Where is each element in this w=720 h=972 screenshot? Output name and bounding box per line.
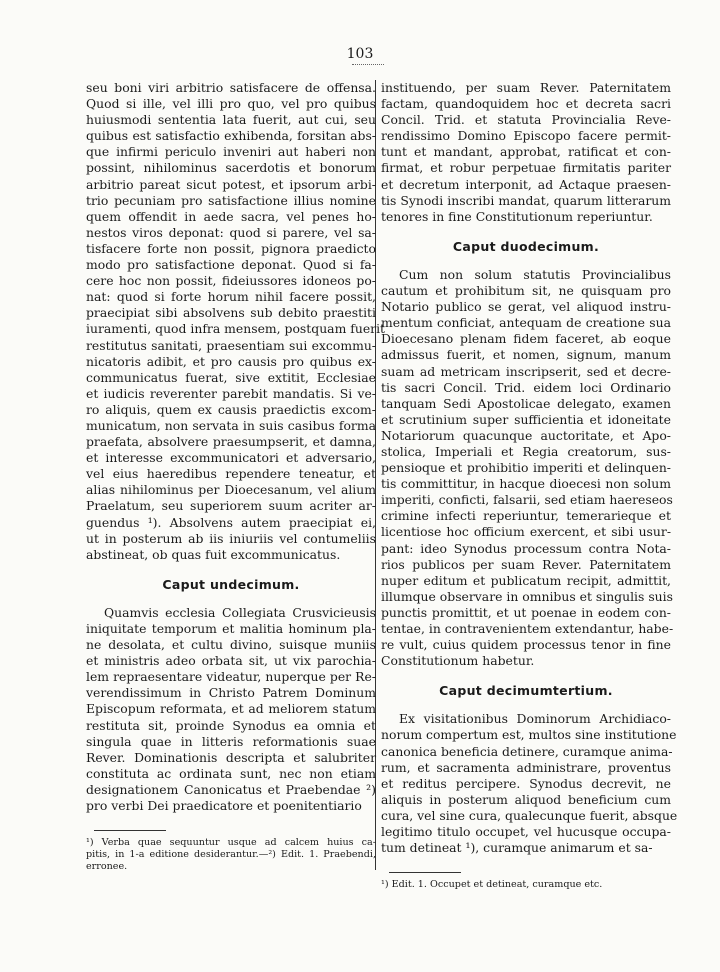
text-line: restitutus sanitati, praesentiam sui excommu- <box>86 337 376 353</box>
text-line: tis committitur, in hacque dioecesi non solum <box>381 476 671 492</box>
text-line: praefata, absolvere praesumpserit, et damna, <box>86 434 376 450</box>
right-paragraph-2 <box>381 266 674 669</box>
left-paragraph-1 <box>86 80 386 563</box>
text-line: norum compertum est, multos sine institutione <box>381 727 677 743</box>
text-line: tunt et mandant, approbat, ratificat et con- <box>381 144 671 160</box>
heading-caput-decimumtertium: Caput decimumtertium. <box>439 683 613 699</box>
text-line: municatum, non servata in suis casibus forma <box>86 417 376 433</box>
text-line: guendus ¹). Absolvens autem praecipiat ei, <box>86 514 376 530</box>
text-line: mentum conficiat, antequam de creatione sua <box>381 315 671 331</box>
text-line: tis Synodi inscribi mandat, quarum litterarum <box>381 192 671 208</box>
text-line: pro verbi Dei praedicatore et poenitentiario <box>86 798 362 814</box>
text-line: imperiti, conficti, falsarii, sed etiam haereseos <box>381 492 673 508</box>
text-line: Rever. Dominationis descripta et salubriter <box>86 749 376 765</box>
text-line: Episcopum reformata, et ad meliorem statum <box>86 701 376 717</box>
text-line: factam, quandoquidem hoc et decreta sacri <box>381 96 671 112</box>
text-line: tis sacri Concil. Trid. eidem loci Ordinario <box>381 379 671 395</box>
left-column <box>86 80 386 873</box>
text-line: restituta sit, proinde Synodus ea omnia et <box>86 717 376 733</box>
text-line: tentae, in contravenientem extendantur, habe- <box>381 621 674 636</box>
text-line: designationem Canonicatus et Praebendae ²) <box>86 781 376 797</box>
text-line: admissus fuerit, et nomen, signum, manum <box>381 347 671 363</box>
right-column <box>381 80 678 891</box>
text-line: Ex visitationibus Dominorum Archidiaco- <box>399 711 671 727</box>
text-line: Constitutionum habetur. <box>381 653 535 669</box>
text-line: Quamvis ecclesia Collegiata Crusvicieusis <box>104 604 376 620</box>
text-line: modo pro satisfactione deponat. Quod si fa- <box>86 257 376 273</box>
text-line: lem repraesentare videatur, nuperque per Re- <box>86 669 376 685</box>
text-line: trio pecuniam pro satisfactione illius nomine <box>86 192 376 208</box>
text-line: et ministris adeo orbata sit, ut vix parochia- <box>86 653 376 669</box>
text-line: rendissimo Domino Episcopo facere permit- <box>381 128 671 144</box>
text-line: nat: quod si forte horum nihil facere possit, <box>86 289 376 305</box>
text-line: iuramenti, quod infra mensem, postquam fuerit <box>86 321 386 337</box>
text-line: praecipiat sibi absolvens sub debito praestiti <box>86 305 376 321</box>
text-line: canonica beneficia detinere, curamque anima- <box>381 743 673 759</box>
text-line: cere hoc non possit, fideiussores idoneos po- <box>86 273 376 289</box>
text-line: Cum non solum statutis Provincialibus <box>399 266 671 282</box>
text-line: Notariorum quacunque auctoritate, et Apo- <box>381 427 671 443</box>
text-line: seu boni viri arbitrio satisfacere de offensa. <box>86 80 376 95</box>
footnote-line: pitis, in 1-a editione desiderantur.—²) Edit. 1. Praebendi, <box>86 849 376 861</box>
text-line: quem offendit in aede sacra, vel penes ho- <box>86 208 376 224</box>
text-line: tum detineat ¹), curamque animarum et sa- <box>381 840 653 856</box>
left-paragraph-2 <box>86 605 376 814</box>
text-line: re vult, cuius quidem processus tenor in fine <box>381 637 671 653</box>
text-line: quibus est satisfactio exhibenda, forsitan abs- <box>86 128 376 144</box>
text-line: nuper editum et publicatum recipit, admittit, <box>381 572 671 588</box>
text-line: cautum et prohibitum sit, ne quisquam pro <box>381 283 671 299</box>
text-line: pant: ideo Synodus processum contra Nota- <box>381 540 671 556</box>
text-line: et reditus percipere. Synodus decrevit, ne <box>381 775 671 791</box>
left-footnotes <box>86 837 376 873</box>
footnote-line: ¹) Edit. 1. Occupet et detineat, curamque etc. <box>381 879 603 891</box>
text-line: et interesse excommunicatori et adversario, <box>86 450 376 466</box>
text-line: rum, et sacramenta administrare, proventus <box>381 759 671 775</box>
text-line: Dioecesano plenam fidem faceret, ab eoque <box>381 331 671 347</box>
text-line: crimine infecti reperiuntur, temerarieque et <box>381 508 671 524</box>
text-line: ut in posterum ab iis iniuriis vel contumeliis <box>86 530 376 546</box>
text-line: possint, nihilominus sacerdotis et bonorum <box>86 160 376 176</box>
text-line: aliquis in posterum aliquod beneficium cum <box>381 791 671 807</box>
text-line: alias nihilominus per Dioecesanum, vel alium <box>86 482 376 498</box>
footnote-rule <box>389 872 461 873</box>
text-line: stolica, Imperiali et Regia creatorum, sus- <box>381 443 671 459</box>
text-line: Notario publico se gerat, vel aliquod instru- <box>381 299 671 315</box>
heading-caput-duodecimum: Caput duodecimum. <box>452 238 600 254</box>
text-line: Concil. Trid. et statuta Provincialia Reve- <box>381 112 671 128</box>
text-line: et scrutinium super sufficientia et idoneitate <box>381 411 671 427</box>
text-line: instituendo, per suam Rever. Paternitatem <box>381 80 671 95</box>
footnote-line: erronee. <box>86 861 128 873</box>
text-line: ro aliquis, quem ex causis praedictis excom- <box>86 401 376 417</box>
footnote-line: ¹) Verba quae sequuntur usque ad calcem huius ca- <box>86 837 376 849</box>
text-line: legitimo titulo occupet, vel hucusque occupa- <box>381 824 671 840</box>
text-line: firmat, et robur perpetuae firmitatis pariter <box>381 160 671 176</box>
heading-caput-undecimum: Caput undecimum. <box>162 576 300 592</box>
text-line: que infirmi periculo inveniri aut haberi non <box>86 144 376 160</box>
text-line: vel eius haeredibus rependere teneatur, et <box>86 466 376 482</box>
text-line: cura, vel sine cura, qualecunque fuerit, absque <box>381 807 678 823</box>
right-paragraph-3 <box>381 711 678 856</box>
text-line: licentiose hoc officium exercent, et sibi usur- <box>381 524 671 540</box>
text-line: nicatoris adibit, et pro causis pro quibus ex- <box>86 353 376 369</box>
text-line: et decretum interponit, ad Actaque praesen- <box>381 176 671 192</box>
text-line: tisfacere forte non possit, pignora praedicto <box>86 240 376 256</box>
text-line: tanquam Sedi Apostolicae delegato, examen <box>381 395 671 411</box>
text-line: verendissimum in Christo Patrem Dominum <box>86 685 376 701</box>
text-line: Praelatum, seu superiorem suum acriter ar- <box>86 498 376 514</box>
right-paragraph-1 <box>381 80 671 225</box>
text-line: tenores in fine Constitutionum reperiuntur. <box>381 208 653 224</box>
footnote-rule <box>94 830 166 831</box>
text-line: Quod si ille, vel illi pro quo, vel pro quibus <box>86 96 376 112</box>
text-line: iniquitate temporum et malitia hominum pla- <box>86 621 376 636</box>
text-line: suam ad metricam inscripserit, sed et decre- <box>381 363 671 379</box>
page-number: 103 <box>346 46 374 62</box>
text-line: constituta ac ordinata sunt, nec non etiam <box>86 765 376 781</box>
text-line: et iudicis reverenter parebit mandatis. Si ve- <box>86 385 376 401</box>
right-footnotes <box>381 879 671 891</box>
text-line: nestos viros deponat: quod si parere, vel sa- <box>86 224 376 240</box>
text-line: singula quae in litteris reformationis suae <box>86 733 376 749</box>
text-line: punctis promittit, et ut poenae in eodem con- <box>381 604 671 620</box>
text-line: pensioque et prohibitio imperiti et delinquen- <box>381 460 671 476</box>
text-line: ne desolata, et cultu divino, suisque muniis <box>86 637 376 653</box>
text-line: abstineat, ob quas fuit excommunicatus. <box>86 546 341 562</box>
text-line: communicatus fuerat, sive extitit, Ecclesiae <box>86 369 376 385</box>
text-line: huiusmodi sententia lata fuerit, aut cui, seu <box>86 112 376 128</box>
text-line: arbitrio pareat sicut potest, et ipsorum arbi- <box>86 176 376 192</box>
text-line: illumque observare in omnibus et singulis suis <box>381 588 673 604</box>
text-line: rios publicos per suam Rever. Paternitatem <box>381 556 671 572</box>
page-number-ornament <box>352 64 384 65</box>
